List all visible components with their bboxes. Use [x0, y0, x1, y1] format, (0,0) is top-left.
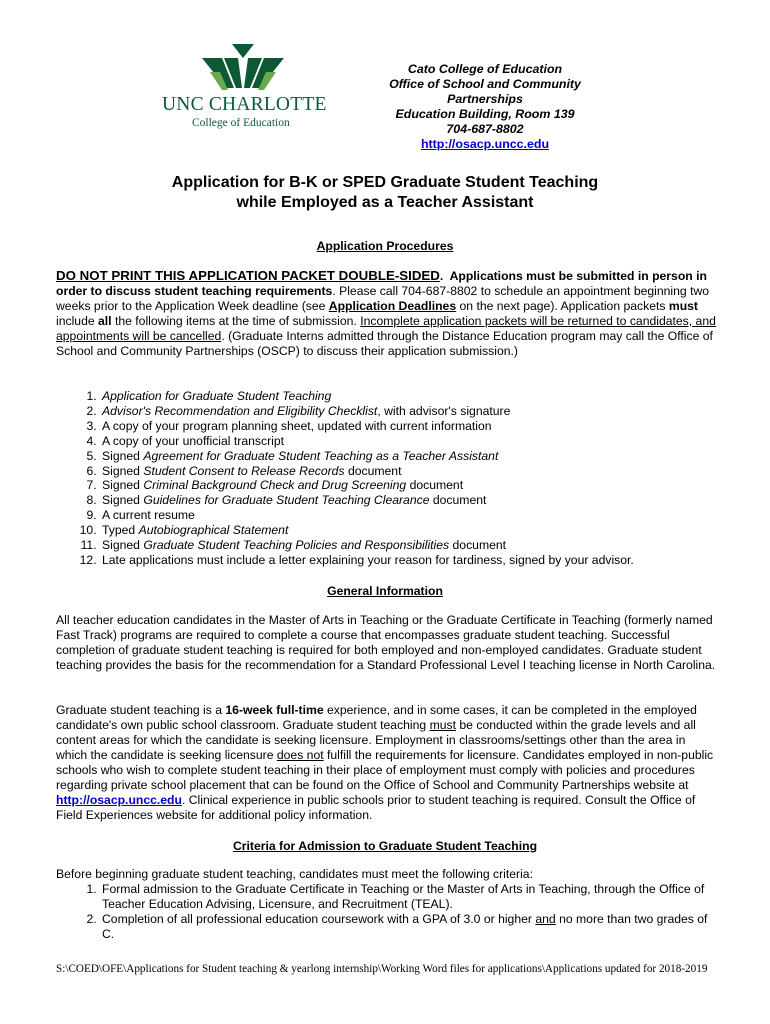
required-item: 4. A copy of your unofficial transcript: [100, 434, 718, 449]
required-item: 7. Signed Criminal Background Check and Drug Screening document: [100, 478, 718, 493]
office-phone: 704-687-8802: [446, 122, 524, 136]
office-address: [350, 62, 620, 152]
required-item: 8. Signed Guidelines for Graduate Student Teaching Clearance document: [100, 493, 718, 508]
criteria-item: 1. Formal admission to the Graduate Certificate in Teaching or the Master of Arts in Teaching, through the Office of Teacher Education Advising, Licensure, and Recruitment (TEAL).: [100, 882, 718, 912]
required-item: 10. Typed Autobiographical Statement: [100, 523, 718, 538]
required-item: 3. A copy of your program planning sheet, updated with current information: [100, 419, 718, 434]
general-info-paragraph: All teacher education candidates in the Master of Arts in Teaching or the Graduate Certificate in Teaching (formerly named Fast Track) programs are required to complete a course that encompasses graduate student teaching. Successful completion of graduate student teaching is required for both employed and non-employed candidates. Graduate student teaching provides the basis for the recommendation for a Standard Professional Level I teaching license in North Carolina.: [56, 613, 716, 672]
office-line: Office of School and Community: [389, 77, 581, 91]
general-info-heading: General Information: [327, 584, 443, 598]
university-name: UNC CHARLOTTE: [162, 94, 327, 115]
required-item: 12. Late applications must include a letter explaining your reason for tardiness, signed by your advisor.: [100, 553, 718, 568]
crown-icon: [200, 44, 286, 96]
required-items-list: [56, 389, 718, 568]
office-line: Partnerships: [447, 92, 523, 106]
criteria-heading: Criteria for Admission to Graduate Student Teaching: [232, 839, 538, 853]
office-line: Cato College of Education: [407, 62, 563, 76]
office-website-link[interactable]: http://osacp.uncc.edu: [420, 137, 550, 151]
criteria-section: [56, 867, 718, 942]
unc-charlotte-logo: [162, 44, 327, 130]
college-name: College of Education: [192, 117, 290, 129]
submit-in-person-note: Applications must be submitted in person in order to discuss student teaching requirements: [56, 269, 707, 298]
page-title: [56, 173, 714, 213]
required-item: 1. Application for Graduate Student Teaching: [100, 389, 718, 404]
osacp-website-link[interactable]: http://osacp.uncc.edu: [56, 793, 182, 807]
required-item: 11. Signed Graduate Student Teaching Policies and Responsibilities document: [100, 538, 718, 553]
procedures-paragraph: DO NOT PRINT THIS APPLICATION PACKET DOUBLE-SIDED. Applications must be submitted in person in order to discuss student teaching requirements. Please call 704-687-8802 to schedule an appointment beginning two weeks prior to the Application Week deadline (see Application Deadlines on the next page). Application packets must include all the following items at the time of submission. Incomplete application packets will be returned to candidates, and appointments will be cancelled. (Graduate Interns admitted through the Distance Education program may call the Office of School and Community Partnerships (OSCP) to discuss their application submission.): [56, 268, 716, 358]
incomplete-packets-note: Incomplete application packets will be returned to candidates, and appointments will be cancelled: [56, 314, 716, 343]
criteria-item: 2. Completion of all professional education coursework with a GPA of 3.0 or higher and no more than two grades of C.: [100, 912, 718, 942]
required-item: 5. Signed Agreement for Graduate Student Teaching as a Teacher Assistant: [100, 449, 718, 464]
criteria-intro: Before beginning graduate student teaching, candidates must meet the following criteria:: [56, 867, 533, 881]
double-sided-warning: DO NOT PRINT THIS APPLICATION PACKET DOUBLE-SIDED: [56, 268, 440, 283]
title-line: Application for B-K or SPED Graduate Student Teaching: [171, 174, 599, 191]
required-item: 6. Signed Student Consent to Release Records document: [100, 464, 718, 479]
required-item: 9. A current resume: [100, 508, 718, 523]
student-teaching-paragraph: Graduate student teaching is a 16-week full-time experience, and in some cases, it can be completed in the employed candidate's own public school classroom. Graduate student teaching must be conducted within the grade levels and all content areas for which the candidate is seeking licensure. Employment in classrooms/settings other than the area in which the candidate is seeking licensure does not fulfill the requirements for licensure. Candidates employed in non-public schools who wish to complete student teaching in their place of employment must comply with policies and procedures regarding private school placement that can be found on the Office of School and Community Partnerships website at http://osacp.uncc.edu. Clinical experience in public schools prior to student teaching is required. Consult the Office of Field Experiences website for additional policy information.: [56, 703, 714, 822]
deadlines-reference: Application Deadlines: [328, 299, 457, 313]
title-line: while Employed as a Teacher Assistant: [236, 194, 534, 211]
office-line: Education Building, Room 139: [395, 107, 575, 121]
file-path-footer: S:\COED\OFE\Applications for Student teaching & yearlong internship\Working Word files for applications\Applications updated for 2018-2019: [56, 963, 708, 975]
required-item: 2. Advisor's Recommendation and Eligibility Checklist, with advisor's signature: [100, 404, 718, 419]
procedures-heading: Application Procedures: [316, 239, 454, 253]
